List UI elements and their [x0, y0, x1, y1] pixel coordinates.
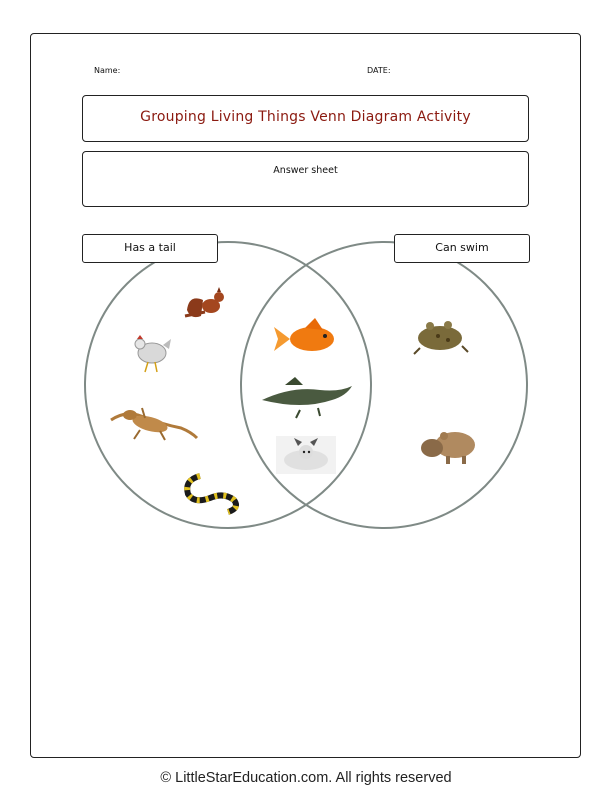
set-label-has-a-tail: Has a tail: [82, 234, 218, 263]
crocodile-icon: [262, 377, 352, 418]
left-circle: [85, 242, 371, 528]
goldfish-icon: [274, 318, 334, 351]
dog-icon: [276, 436, 336, 474]
set-label-can-swim: Can swim: [394, 234, 530, 263]
answer-sheet-label: Answer sheet: [273, 165, 338, 176]
date-label: DATE:: [367, 66, 391, 75]
lizard-icon: [111, 408, 197, 440]
right-circle: [241, 242, 527, 528]
chicken-icon: [135, 335, 171, 372]
snake-icon: [187, 476, 236, 512]
frog-icon: [414, 321, 468, 354]
copyright-footer: © LittleStarEducation.com. All rights reserved: [160, 770, 452, 786]
squirrel-icon: [185, 287, 224, 317]
capybara-icon: [421, 432, 475, 464]
page-title: Grouping Living Things Venn Diagram Activity: [140, 109, 471, 125]
name-label: Name:: [94, 66, 121, 75]
